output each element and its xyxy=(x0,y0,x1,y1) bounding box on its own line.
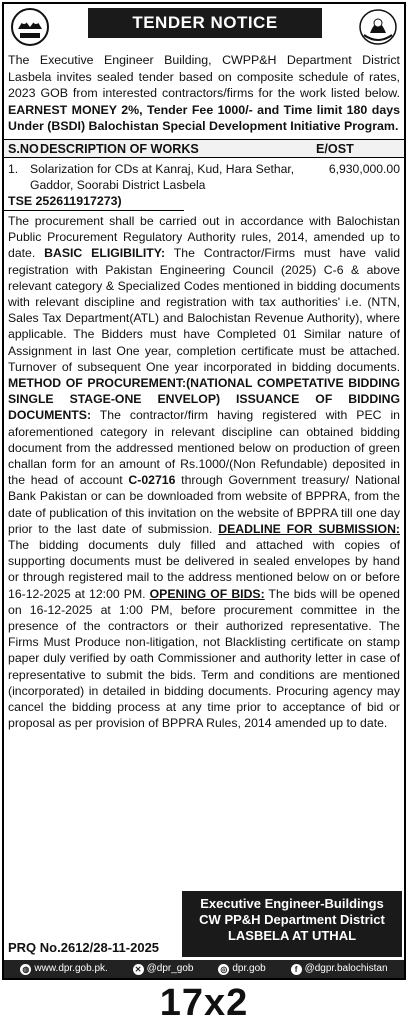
instagram-icon: ◎ xyxy=(218,964,229,975)
website-link[interactable] xyxy=(20,960,107,978)
eligibility-text: The Contractor/Firms must have valid registration with Pakistan Engineering Council (2025) C-6 & above relevant category & Specialized Codes mentioned in bidding documents with relevant discipline and registration with tax authorities' i.e. (NTN, Sales Tax Department(ATL) and Balochistan Revenue Authority), where applicable. The Bidders must have Completed 01 Similar nature of Assignment in last One year, completion certificate must be attached. Turnover of subsequent One year incorporated in bidding documents. xyxy=(8,246,401,374)
prq-number: PRQ No.2612/28-11-2025 xyxy=(8,940,160,955)
instagram-text: dpr.gob xyxy=(232,963,266,974)
signature-line-2: CW PP&H Department District xyxy=(199,912,385,927)
row-description: Solarization for CDs at Kanraj, Kud, Hara Sethar, Gaddor, Soorabi District Lasbela xyxy=(30,161,295,192)
treasury-text: through Government treasury/ National Bank Pakistan or can be downloaded from website of BPPRA, from the date of publication of this invitation on the website of BPPRA till one day prior to the last date of submission. xyxy=(8,473,400,536)
basic-eligibility-heading: BASIC ELIGIBILITY: xyxy=(44,246,166,261)
twitter-text: @dpr_gob xyxy=(146,963,194,974)
procurement-rules-text: The procurement shall be carried out in accordance with Balochistan Public Procurement Regulatory Authority rules, 2014, amended up to date. xyxy=(8,213,400,261)
ad-size-label: 17x2 xyxy=(159,982,249,1024)
twitter-icon: ✕ xyxy=(133,964,144,975)
government-emblem-icon xyxy=(10,7,50,47)
signature-block xyxy=(182,891,402,957)
intro-text: The Executive Engineer Building, CWPP&H Department District Lasbela invites sealed tender based on composite schedule of rates, 2023 GOB from interested contractors/firms for the work listed below. xyxy=(8,53,400,101)
tse-number: TSE 252611917273) xyxy=(4,193,184,211)
social-bar xyxy=(4,960,404,978)
method-heading: METHOD OF PROCUREMENT:(NATIONAL COMPETATIVE BIDDING SINGLE STAGE-ONE ENVELOP) ISSUANCE OF BIDDING DOCUMENTS: xyxy=(8,376,400,423)
facebook-text: @dgpr.balochistan xyxy=(304,963,388,974)
intro-bold-text: EARNEST MONEY 2%, Tender Fee 1000/- and Time limit 180 days Under (BSDI) Balochistan Special Development Initiative Program. xyxy=(8,102,400,134)
facebook-icon: f xyxy=(291,964,302,975)
col-sno: S.NO xyxy=(8,141,39,156)
notice-title: TENDER NOTICE xyxy=(88,8,322,38)
globe-icon: ◍ xyxy=(20,964,31,975)
account-code: C-02716 xyxy=(128,473,176,488)
opening-heading: OPENING OF BIDS: xyxy=(149,586,265,601)
issuance-text: The contractor/firm having registered with PEC in aforementioned category in relevant discipline can obtained bidding document from the addressed mentioned below on production of green challan form for an amount of Rs.1000/(Non Refundable) deposited in the head of account xyxy=(8,408,400,488)
tender-notice xyxy=(2,2,406,980)
signature-line-3: LASBELA AT UTHAL xyxy=(227,928,357,943)
signature-line-1: Executive Engineer-Buildings xyxy=(200,896,384,911)
row-sno: 1. xyxy=(8,161,19,176)
facebook-link[interactable] xyxy=(291,960,388,978)
table-row xyxy=(4,158,404,193)
opening-text: The bids will be opened on 16-12-2025 at 1:00 PM, before procurement committee in the presence of the contractors or their authorized representative. The Firms Must Produce non-litigation, not Blacklisting certificate on stamp paper duly verified by oath Commissioner and authority letter in case of representative to submit the bids. Term and conditions are mentioned (incorporated) in detailed in bidding documents. Procuring agency may cancel the bidding process at any time prior to acceptance of bid or proposal as per provision of BPPRA Rules, 2014 amended up to date. xyxy=(8,586,400,731)
col-description: DESCRIPTION OF WORKS xyxy=(40,141,199,156)
provincial-emblem-icon xyxy=(358,7,398,47)
col-cost: E/OST xyxy=(316,141,354,156)
instagram-link[interactable] xyxy=(218,960,265,978)
row-cost: 6,930,000.00 xyxy=(328,161,400,176)
works-table-header xyxy=(4,139,404,158)
twitter-link[interactable] xyxy=(133,960,194,978)
website-text: www.dpr.gob.pk. xyxy=(34,963,108,974)
deadline-heading: DEADLINE FOR SUBMISSION: xyxy=(218,521,400,536)
body-paragraph xyxy=(4,211,404,732)
submission-text: The bidding documents duly filled and attached with copies of supporting documents must be delivered in sealed envelopes by hand or through registered mail to the address mentioned below on or before 16-12-2025 at 12:00 PM. xyxy=(8,538,400,601)
intro-paragraph xyxy=(4,52,404,135)
notice-header xyxy=(4,4,404,54)
